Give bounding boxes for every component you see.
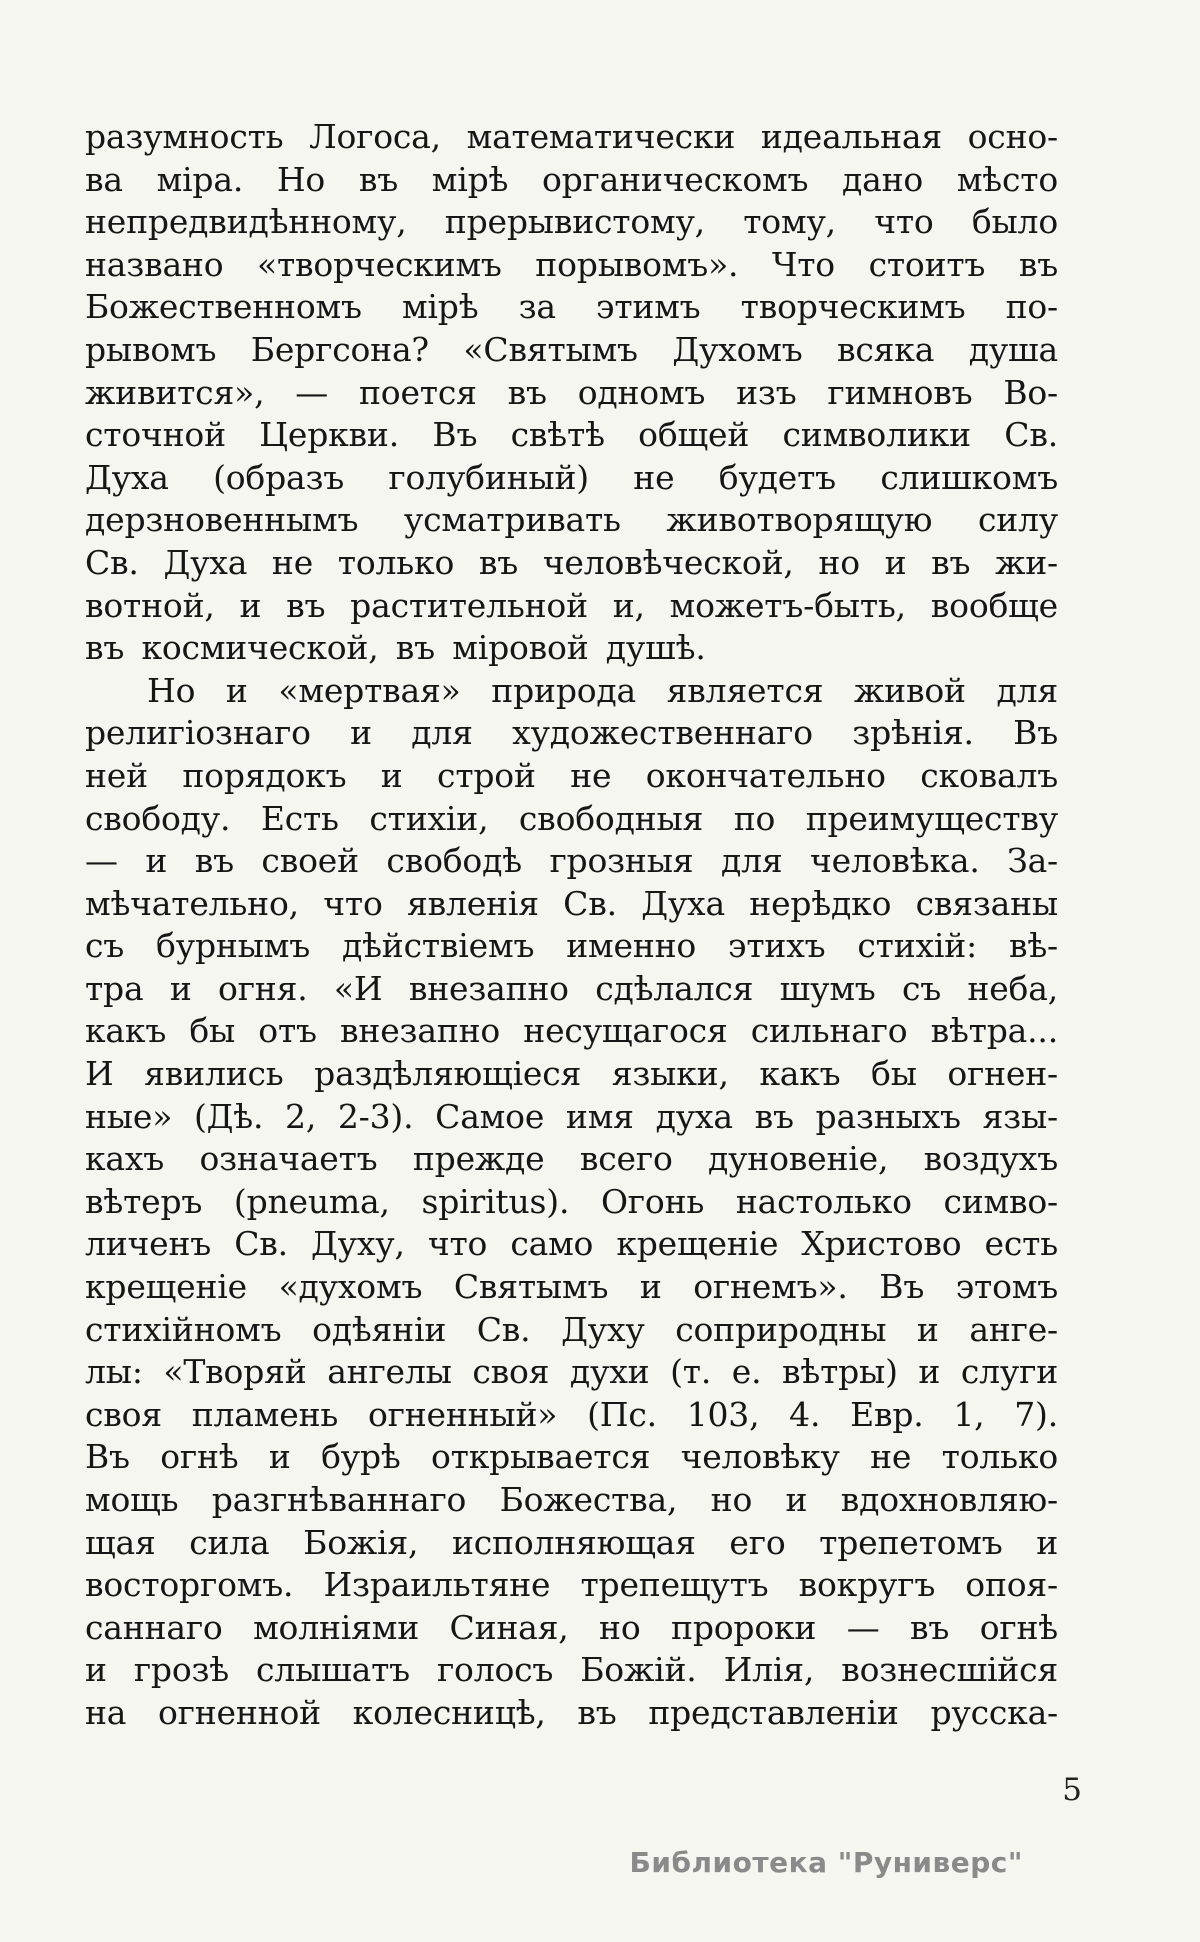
text-line: лы: «Творяй ангелы своя духи (т. е. вѣтры) и слуги xyxy=(85,1352,1058,1392)
text-line: какъ бы отъ внезапно несущагося сильнаго вѣтра... xyxy=(85,1011,1058,1051)
library-watermark: Библиотека "Руниверс" xyxy=(629,1846,1023,1879)
text-line: ные» (Дѣ. 2, 2-3). Самое имя духа въ разныхъ язы- xyxy=(85,1096,1058,1136)
text-line: Въ огнѣ и бурѣ открывается человѣку не только xyxy=(85,1437,1058,1477)
text-line: мѣчательно, что явленія Св. Духа нерѣдко связаны xyxy=(85,883,1058,923)
text-line: съ бурнымъ дѣйствіемъ именно этихъ стихій: вѣ- xyxy=(85,926,1058,966)
text-line: кахъ означаетъ прежде всего дуновеніе, воздухъ xyxy=(85,1139,1058,1179)
text-line: И явились раздѣляющіеся языки, какъ бы огнен- xyxy=(85,1054,1058,1094)
text-line: названо «творческимъ порывомъ». Что стоитъ въ xyxy=(85,244,1058,284)
text-line: тра и огня. «И внезапно сдѣлался шумъ съ неба, xyxy=(85,968,1058,1008)
text-line: свободу. Есть стихіи, свободныя по преимуществу xyxy=(85,798,1058,838)
text-line: Божественномъ мірѣ за этимъ творческимъ по- xyxy=(85,287,1058,327)
text-line: ва міра. Но въ мірѣ органическомъ дано мѣсто xyxy=(85,159,1058,199)
text-line: личенъ Св. Духу, что само крещеніе Христово есть xyxy=(85,1224,1058,1264)
text-line: крещеніе «духомъ Святымъ и огнемъ». Въ этомъ xyxy=(85,1267,1058,1307)
text-line: на огненной колесницѣ, въ представленіи русска- xyxy=(85,1692,1058,1732)
text-line: сточной Церкви. Въ свѣтѣ общей символики Св. xyxy=(85,415,1058,455)
text-line: — и въ своей свободѣ грозныя для человѣка. За- xyxy=(85,841,1058,881)
text-line: рывомъ Бергсона? «Святымъ Духомъ всяка душа xyxy=(85,329,1058,369)
text-line: Духа (образъ голубиный) не будетъ слишкомъ xyxy=(85,457,1058,497)
text-line: вотной, и въ растительной и, можетъ-быть, вообще xyxy=(85,585,1058,625)
text-line: разумность Логоса, математически идеальная осно- xyxy=(85,117,1058,156)
text-line: живится», — поется въ одномъ изъ гимновъ Во- xyxy=(85,372,1058,412)
page-text-block xyxy=(85,116,1058,1735)
text-line: религіознаго и для художественнаго зрѣнія. Въ xyxy=(85,713,1058,753)
text-line: щая сила Божія, исполняющая его трепетомъ и xyxy=(85,1522,1058,1562)
text-line: саннаго молніями Синая, но пророки — въ огнѣ xyxy=(85,1607,1058,1647)
text-line: своя пламень огненный» (Пс. 103, 4. Евр. 1, 7). xyxy=(85,1394,1058,1434)
text-line: вѣтеръ (pneuma, spiritus). Огонь настолько симво- xyxy=(85,1181,1058,1221)
text-line: дерзновеннымъ усматривать животворящую силу xyxy=(85,500,1058,540)
text-line: въ космической, въ міровой душѣ. xyxy=(85,628,706,668)
text-line: Но и «мертвая» природа является живой для xyxy=(147,670,1058,710)
text-line: мощь разгнѣваннаго Божества, но и вдохновляю- xyxy=(85,1480,1058,1519)
page-number: 5 xyxy=(1062,1772,1082,1808)
text-line: стихійномъ одѣяніи Св. Духу соприродны и анге- xyxy=(85,1309,1058,1349)
text-line: Св. Духа не только въ человѣческой, но и въ жи- xyxy=(85,542,1058,582)
text-line: непредвидѣнному, прерывистому, тому, что было xyxy=(85,202,1058,242)
text-line: и грозѣ слышатъ голосъ Божій. Илія, вознесшійся xyxy=(85,1650,1058,1690)
text-line: ней порядокъ и строй не окончательно сковалъ xyxy=(85,755,1058,795)
text-line: восторгомъ. Израильтяне трепещутъ вокругъ опоя- xyxy=(85,1565,1058,1605)
